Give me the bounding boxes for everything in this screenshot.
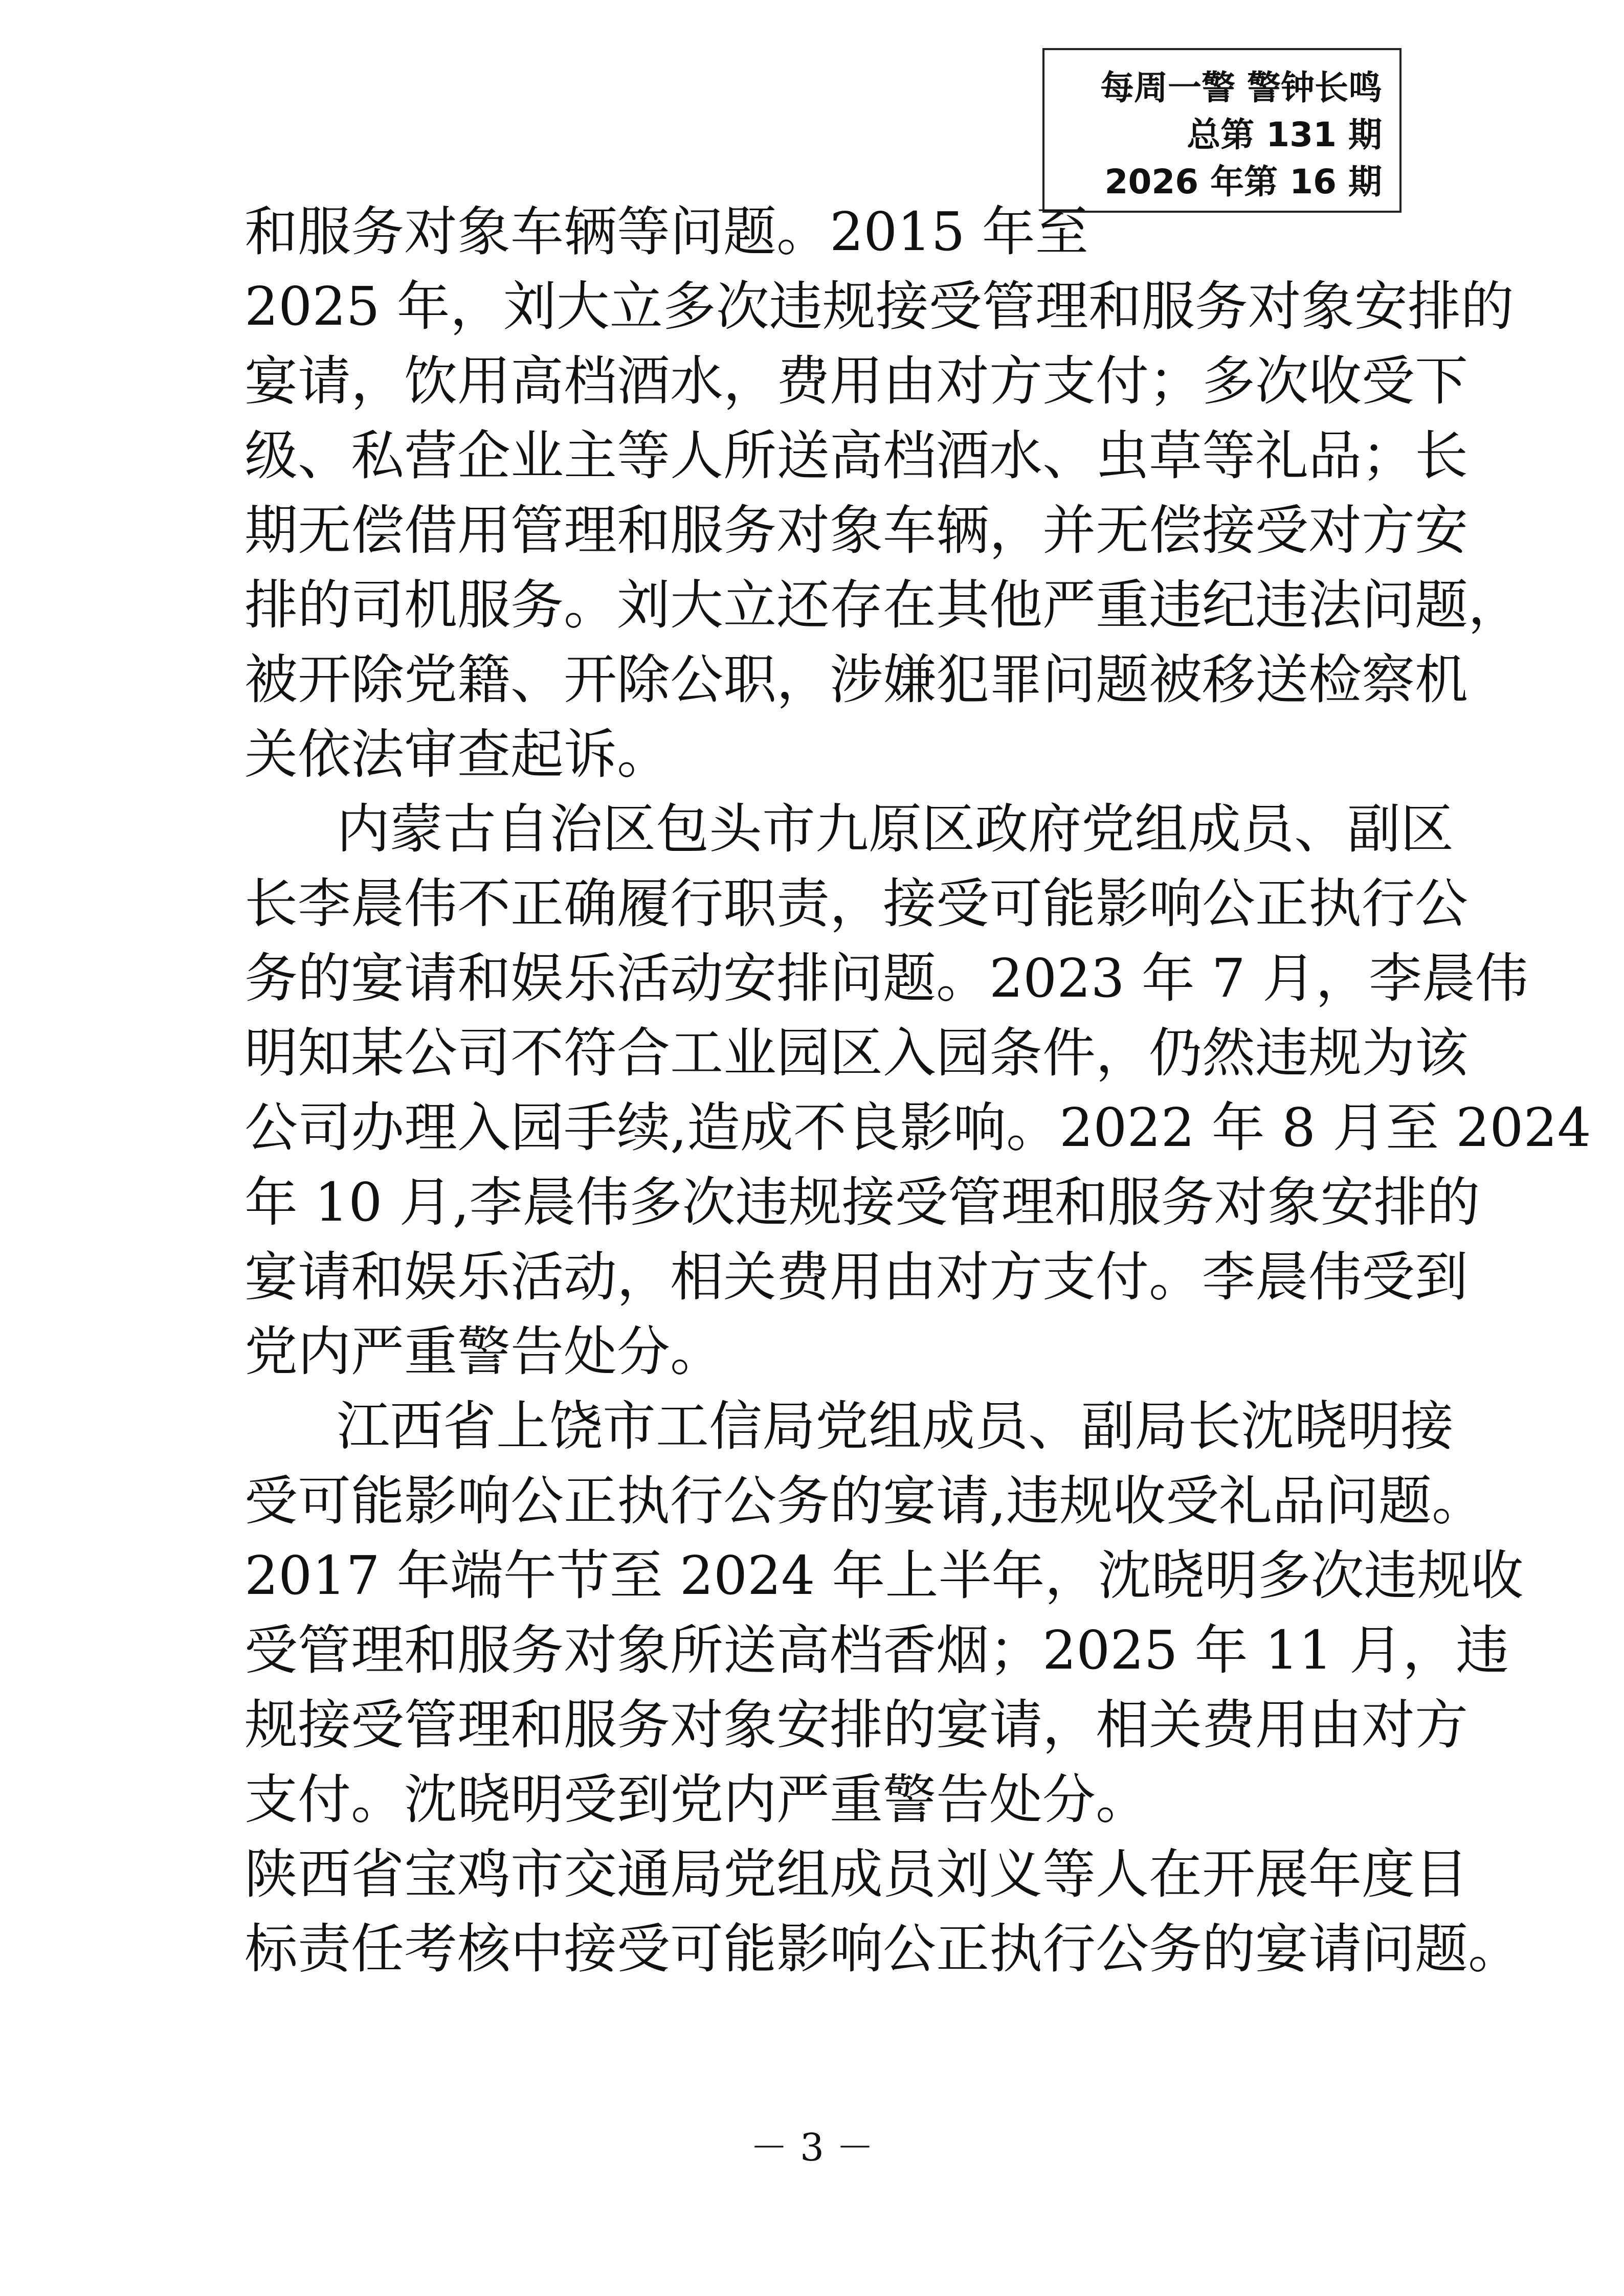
header-total-issue: 总第 131 期 [1187,115,1382,154]
text-line: 标责任考核中接受可能影响公正执行公务的宴请问题。 [244,1918,1522,1980]
text-line: 受管理和服务对象所送高档香烟；2025 年 11 月，违 [244,1619,1509,1681]
text-line: 期无偿借用管理和服务对象车辆，并无偿接受对方安 [244,499,1469,561]
text-line: 宴请，饮用高档酒水，费用由对方支付；多次收受下 [244,350,1469,412]
text-line: 2025 年，刘大立多次违规接受管理和服务对象安排的 [244,275,1514,337]
text-line: 支付。沈晓明受到党内严重警告处分。 [244,1768,1149,1831]
paragraph-start-line: 内蒙古自治区包头市九原区政府党组成员、副区 [337,798,1454,860]
paragraph-start-line: 陕西省宝鸡市交通局党组成员刘义等人在开展年度目 [244,1843,1469,1905]
header-slogan: 每周一警 警钟长鸣 [1100,68,1382,107]
text-line: 关依法审查起诉。 [244,723,671,785]
text-line: 排的司机服务。刘大立还存在其他严重违纪违法问题， [244,574,1522,636]
text-line: 受可能影响公正执行公务的宴请,违规收受礼品问题。 [244,1470,1485,1532]
page-number: － 3 － [750,2126,874,2170]
text-line: 规接受管理和服务对象安排的宴请，相关费用由对方 [244,1694,1469,1756]
text-line: 长李晨伟不正确履行职责，接受可能影响公正执行公 [244,872,1469,935]
paragraph-start-line: 江西省上饶市工信局党组成员、副局长沈晓明接 [337,1395,1454,1457]
text-line: 党内严重警告处分。 [244,1320,724,1383]
header-year-issue: 2026 年第 16 期 [1104,162,1382,201]
text-line: 公司办理入园手续,造成不良影响。2022 年 8 月至 2024 [244,1096,1591,1159]
text-line: 年 10 月,李晨伟多次违规接受管理和服务对象安排的 [244,1171,1480,1233]
text-line: 2017 年端午节至 2024 年上半年，沈晓明多次违规收 [244,1544,1524,1607]
text-line: 被开除党籍、开除公职，涉嫌犯罪问题被移送检察机 [244,648,1469,711]
text-line: 级、私营企业主等人所送高档酒水、虫草等礼品；长 [244,424,1469,487]
issue-header-box [1042,48,1401,213]
text-line: 宴请和娱乐活动，相关费用由对方支付。李晨伟受到 [244,1246,1469,1308]
text-line: 和服务对象车辆等问题。2015 年至 [244,200,1088,263]
text-line: 务的宴请和娱乐活动安排问题。2023 年 7 月，李晨伟 [244,947,1529,1009]
text-line: 明知某公司不符合工业园区入园条件，仍然违规为该 [244,1022,1469,1084]
